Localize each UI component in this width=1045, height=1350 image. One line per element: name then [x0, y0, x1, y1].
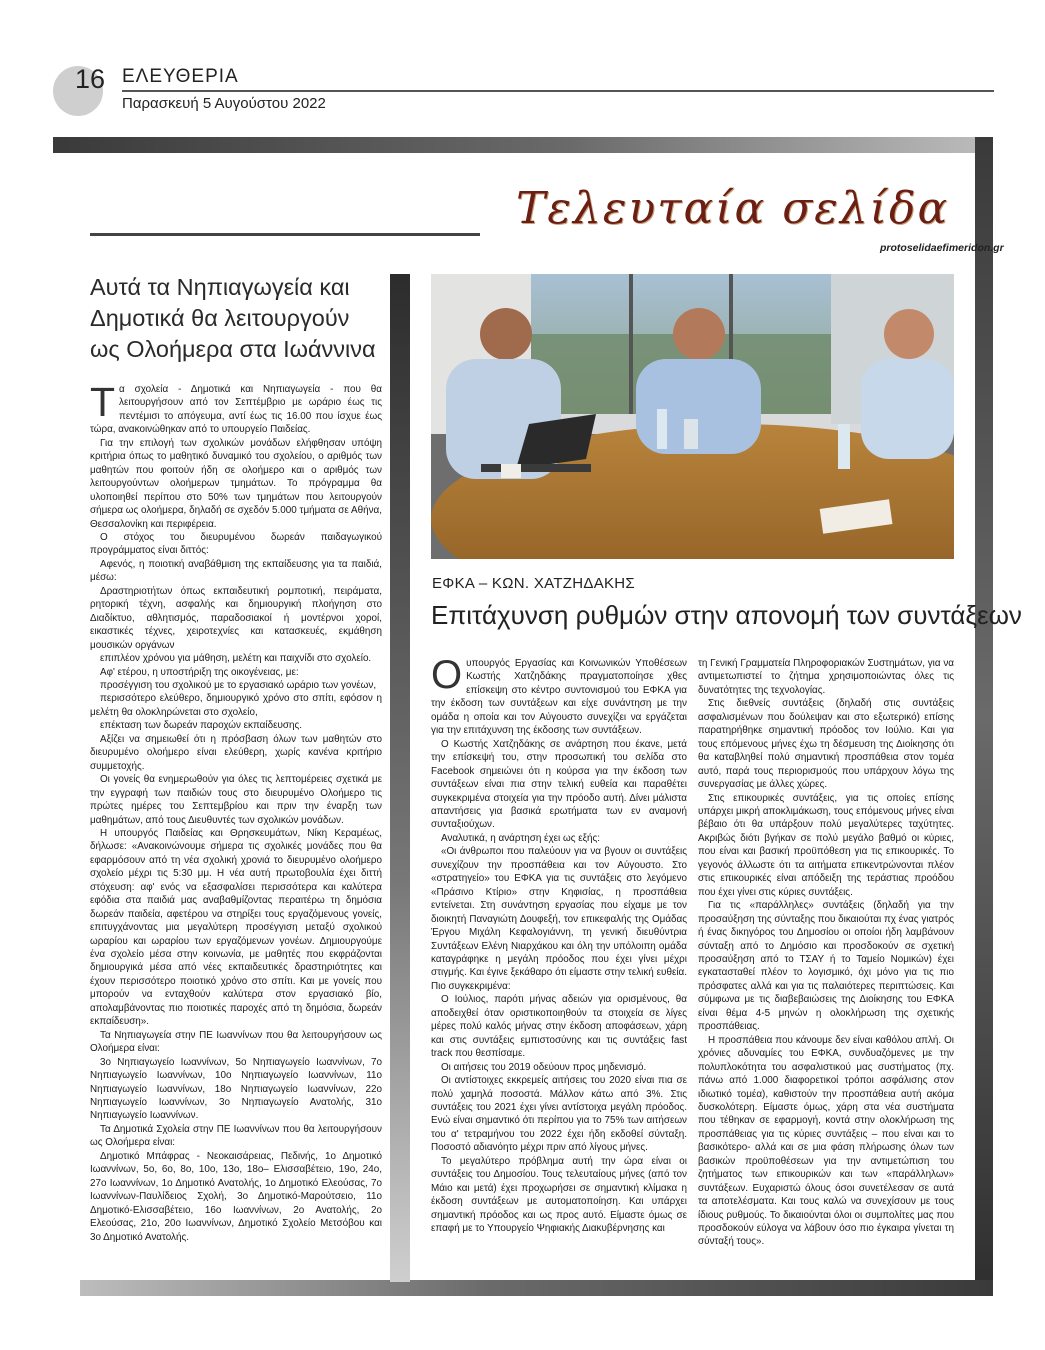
right-article-headline: Επιτάχυνση ρυθμών στην απονομή των συντάξεων [431, 600, 1022, 630]
article-paragraph: Οι αντίστοιχες εκκρεμείς αιτήσεις του 2020 είναι πια σε πολύ χαμηλά ποσοστά. Μάλλον κάτω από 3%. Στις συντάξεις του 2021 έχει γίνει αντίστοιχα μεγάλη πρόοδος. Ενώ είναι σημαντικό ότι περίπου για το 75% των αιτήσεων του α' τετραμήνου του 2022 έχει ήδη εκδοθεί σύνταξη. Ποσοστό αδιανόητο μέχρι πριν από λίγους μήνες. [431, 1075, 687, 1154]
left-article-body [90, 379, 382, 1244]
right-article-column-2 [698, 657, 954, 1249]
meeting-photo [431, 274, 954, 559]
column-separator [390, 274, 410, 1282]
newspaper-name: ΕΛΕΥΘΕΡΙΑ [122, 66, 239, 87]
article-paragraph: προσέγγιση του σχολικού με το εργασιακό ωράριο των γονέων, [100, 679, 377, 691]
left-article-headline [90, 272, 380, 365]
frame-right-bar [975, 137, 993, 1296]
frame-top-bar [53, 137, 993, 153]
drop-cap: Ο [431, 653, 463, 697]
section-title: Τελευταία σελίδα [516, 183, 950, 234]
article-paragraph: Για τις «παράλληλες» συντάξεις (δηλαδή για την προσαύξηση της σύνταξης που δικαιούται πχ ένας γιατρός ή ένας δικηγόρος του Δημοσίου οι οποίοι ήδη λαμβάνουν σύνταξη από το Δημόσιο και προσδοκούν σε σχετική προσαύξηση από το ΤΣΑΥ ή το Ταμείο Νομικών) έχει εγκατασταθεί πλέον το λογισμικό, όχι μόνο για τις πιο πρόσφατες αλλά και για τις παλαιότερες περιπτώσεις. Και σύμφωνα με τις διαβεβαιώσεις της Διοίκησης του ΕΦΚΑ είναι θέμα 4-5 μηνών η ολοκλήρωση της σχετικής προσπάθειας. [698, 900, 954, 1033]
article-paragraph: Για την επιλογή των σχολικών μονάδων ελήφθησαν υπόψη κριτήρια όπως το μαθητικό δυναμικό του σχολείου, ο αριθμός των μαθητών που φοιτούν ήδη σε ολοήμερο και ο αριθμός των λειτουργούντων ολοήμερων τμημάτων. Το πρόγραμμα θα υλοποιηθεί περίπου στο 50% των τμημάτων που λειτουργούν σήμερα ως ολοήμερα, δηλαδή σε σχεδόν 5.000 τμήματα σε Αθήνα, Θεσσαλονίκη και περιφέρεια. [90, 437, 382, 530]
banner-rule [90, 233, 480, 236]
article-paragraph: περισσότερο ελεύθερο, δημιουργικό χρόνο στο σπίτι, εφόσον η μελέτη θα ολοκληρώνεται στο σχολείο, [90, 693, 382, 718]
article-paragraph: επέκταση των δωρεάν παροχών εκπαίδευσης. [100, 720, 302, 732]
article-paragraph: Τα σχολεία - Δημοτικά και Νηπιαγωγεία - που θα λειτουργήσουν από τον Σεπτέμβριο με ωράριο έως τις πεντέμισι το απόγευμα, αντί έως τις 16.00 που ίσχυε έως τώρα, ανακοινώθηκαν από το υπουργείο Παιδείας. [90, 379, 382, 436]
article-paragraph: Οι αιτήσεις του 2019 οδεύουν προς μηδενισμό. [441, 1061, 647, 1073]
issue-date: Παρασκευή 5 Αυγούστου 2022 [122, 95, 326, 112]
article-paragraph: 3ο Νηπιαγωγείο Ιωαννίνων, 5ο Νηπιαγωγείο Ιωαννίνων, 7ο Νηπιαγωγείο Ιωαννίνων, 10ο Νηπιαγωγείο Ιωαννίνων, 11ο Νηπιαγωγείο Ιωαννίνων, 18ο Νηπιαγωγείο Ιωαννίνων, 22ο Νηπιαγωγείο Ιωαννίνων, 3ο Νηπιαγωγείο Ανατολής, 31ο Νηπιαγωγείο Ιωαννίνων. [90, 1056, 382, 1122]
article-paragraph: Ο στόχος του διευρυμένου δωρεάν παιδαγωγικού προγράμματος είναι διττός: [90, 531, 382, 557]
page-number: 16 [75, 64, 106, 94]
source-credit: protoselidaefimeridon.gr [880, 242, 1004, 254]
article-paragraph: Η προσπάθεια που κάνουμε δεν είναι καθόλου απλή. Οι χρόνιες αδυναμίες του ΕΦΚΑ, συνδυαζόμενες με την πολυπλοκότητα του ασφαλιστικού μας συστήματος (πχ. πάνω από 1.000 διαφορετικοί τρόποι ασφάλισης στον ιδιωτικό τομέα), καθιστούν την προσπάθεια αυτή ακόμα δυσκολότερη. Είμαστε όμως, χάρη στα νέα συστήματα που τέθηκαν σε εφαρμογή, κοντά στην ολοκλήρωση της προσπάθειας για τις κύριες συντάξεις – που είναι και το βασικότερο- αλλά και σε μια φάση πλήρωσης όλων των βασικών προϋποθέσεων για την αντιμετώπιση του ζητήματος των επικουρικών και των «παράλληλων» συντάξεων. Ευχαριστώ όλους όσοι συνετέλεσαν σε αυτά τα αποτελέσματα. Και τους καλώ να συνεχίσουν με τους ίδιους ρυθμούς. Το δικαιούνται όλοι οι συμπολίτες μας που προσδοκούν εύλογα να λάβουν όσο πιο έγκαιρα γίνεται τη σύνταξή τους». [698, 1034, 954, 1248]
article-paragraph: «Οι άνθρωποι που παλεύουν για να βγουν οι συντάξεις συνεχίζουν την προσπάθεια και τον Αύγουστο. Στο «στρατηγείο» του ΕΦΚΑ για τις συντάξεις στο λεγόμενο «Πράσινο Κτίριο» στην Κηφισίας, η προσπάθεια εντείνεται. Στη συνάντηση εργασίας που είχαμε με τον διοικητή Παναγιώτη Δουφεξή, τον επικεφαλής της Ομάδας Έργου Μιχάλη Κεφαλογιάννη, τη γενική διευθύντρια Συντάξεων Ελένη Νιαρχάκου και όλη την υπόλοιπη ομάδα καταγράφηκε η μεγάλη πρόοδος που έχει γίνει μέχρι στιγμής. Και έγινε ξεκάθαρο ότι είμαστε στην τελική ευθεία. Πιο συγκεκριμένα: [431, 846, 687, 992]
article-paragraph: Στις διεθνείς συντάξεις (δηλαδή στις συντάξεις ασφαλισμένων που δούλεψαν και στο εξωτερικό) επίσης παρατηρήθηκε σημαντική πρόοδος τον Ιούλιο. Και για τους επόμενους μήνες έχω τη δέσμευση της Διοίκησης ότι θα καταβληθεί πολύ σημαντική προσπάθεια στον τομέα αυτό, παρά τους περιορισμούς που υπάρχουν λόγω της συνεργασίας με άλλες χώρες. [698, 698, 954, 791]
article-paragraph: Οι γονείς θα ενημερωθούν για όλες τις λεπτομέρειες σχετικά με την εγγραφή των παιδιών τους στο διευρυμένο Ολοήμερο τις πρώτες ημέρες του Σεπτεμβρίου και πριν την έναρξη των μαθημάτων, από τους Διευθυντές των σχολικών μονάδων. [90, 774, 382, 826]
article-paragraph: Ουπουργός Εργασίας και Κοινωνικών Υποθέσεων Κωστής Χατζηδάκης πραγματοποίησε χθες επίσκεψη στο κέντρο συντονισμού του ΕΦΚΑ για την έκδοση των συντάξεων και είχε συνάντηση με την ομάδα η οποία και τον Αύγουστο συνεχίζει να εργάζεται για την επιτάχυνση της έκδοσης των συντάξεων. [431, 653, 687, 737]
article-paragraph: Ο Ιούλιος, παρότι μήνας αδειών για ορισμένους, θα αποδειχθεί όταν οριστικοποιηθούν τα στοιχεία σε λίγες μέρες πολύ καλός μήνας στην έκδοση αποφάσεων, χάρη και στις συντάξεις εμπιστοσύνης και τις συντάξεις fast track που θεσπίσαμε. [431, 994, 687, 1060]
article-paragraph: Αξίζει να σημειωθεί ότι η πρόσβαση όλων των μαθητών στο διευρυμένο ολοήμερο είναι ελεύθερη, χωρίς κανένα κριτήριο συμμετοχής. [90, 733, 382, 772]
article-paragraph: τη Γενική Γραμματεία Πληροφοριακών Συστημάτων, για να αντιμετωπιστεί το ζήτημα χρησιμοποιώντας όλες τις δυνατότητες της τεχνολογίας. [698, 658, 954, 696]
headline-line: Δημοτικά θα λειτουργούν [90, 305, 350, 331]
headline-line: ως Ολοήμερα στα Ιωάννινα [90, 336, 376, 362]
article-paragraph: Στις επικουρικές συντάξεις, για τις οποίες επίσης υπάρχει μικρή αποκλιμάκωση, τους επόμενους μήνες είναι βέβαιο ότι θα υπάρξουν πολύ μεγαλύτερες ταχύτητες. Ακριβώς διότι βγήκαν σε πολύ μεγάλο βαθμό οι κύριες, που είναι και βασική προϋπόθεση για τις επικουρικές. Το γεγονός άλλωστε ότι τα αιτήματα επικεντρώνονται πλέον στις επικουρικές είναι απόδειξη της τεράστιας προόδου που έχει γίνει στις κύριες συντάξεις. [698, 792, 954, 898]
article-paragraph: Αφενός, η ποιοτική αναβάθμιση της εκπαίδευσης για τα παιδιά, μέσω: [90, 558, 382, 584]
article-paragraph: επιπλέον χρόνου για μάθηση, μελέτη και παιχνίδι στο σχολείο. [100, 653, 372, 665]
article-paragraph: Τα Νηπιαγωγεία στην ΠΕ Ιωαννίνων που θα λειτουργήσουν ως Ολοήμερα είναι: [90, 1029, 382, 1055]
drop-cap: Τ [90, 379, 116, 425]
frame-bottom-bar [80, 1280, 993, 1296]
article-paragraph: Η υπουργός Παιδείας και Θρησκευμάτων, Νίκη Κεραμέως, δήλωσε: «Ανακοινώνουμε σήμερα τις σχολικές μονάδες που θα εφαρμόσουν από τη νέα σχολική χρονιά το διευρυμένο ολοήμερο σχολείο μέχρι τις 5:30 μμ. Η νέα αυτή πρωτοβουλία έχει διττή στόχευση: αφ' ενός να εξασφαλίσει περισσότερα και καλύτερα εφόδια στα παιδιά μας αναβαθμίζοντας περαιτέρω τη δημόσια δωρεάν παιδεία, αφετέρου να στηρίξει τους εργαζόμενους γονείς, επιτυγχάνοντας μια μεγαλύτερη προσέγγιση μεταξύ σχολικού ωραρίου και ωραρίου των εργαζόμενων γονέων. Δημιουργούμε ένα σχολείο μέσα στην κοινωνία, με μαθητές που εκφράζονται δημιουργικά μέσα από νέες εκπαιδευτικές δραστηριότητες και έχουν περισσότερο ποιοτικό χρόνο στο σπίτι. Και με γονείς που μπορούν να ενταχθούν καλύτερα στον εργασιακό βίο, απολαμβάνοντας πιο ποιοτικές παροχές από τη δημόσια, δωρεάν εκπαίδευση». [90, 827, 382, 1028]
article-kicker: ΕΦΚΑ – ΚΩΝ. ΧΑΤΖΗΔΑΚΗΣ [432, 575, 636, 592]
header-rule [122, 90, 994, 92]
headline-line: Αυτά τα Νηπιαγωγεία και [90, 274, 350, 300]
article-paragraph: Δραστηριοτήτων όπως εκπαιδευτική ρομποτική, πειράματα, ρητορική τέχνη, ασφαλής και δημιουργική πλοήγηση στο Διαδίκτυο, αθλητισμός, παραδοσιακοί ή μοντέρνοι χοροί, εικαστικές τέχνες, χειροτεχνίες και κατασκευές, εκμάθηση μουσικών οργάνων [90, 585, 382, 651]
right-article-column-1 [431, 653, 687, 1235]
article-paragraph: Το μεγαλύτερο πρόβλημα αυτή την ώρα είναι οι συντάξεις του Δημοσίου. Τους τελευταίους μήνες (από τον Μάιο και μετά) έχει προχωρήσει σε σημαντική κλίμακα η έκδοση συντάξεων με αυτοματοποίηση. Και υπάρχει σημαντική πρόοδος και ως προς αυτό. Είμαστε όμως σε επαφή με το Υπουργείο Ψηφιακής Διακυβέρνησης και [431, 1155, 687, 1235]
article-paragraph: Δημοτικό Μπάφρας - Νεοκαισάρειας, Πεδινής, 1ο Δημοτικό Ιωαννίνων, 5ο, 6ο, 8ο, 10ο, 13ο, 18ο– Ελισσαβέτειο, 19ο, 24ο, 27ο Ιωαννίνων, 1ο Δημοτικό Ανατολής, 1ο Δημοτικό Ελεούσας, 7ο Ιωαννίνων-Παυλίδειος Σχολή, 3ο Δημοτικό-Μαρούτσειο, 11ο Δημοτικό-Ελισσαβέτειο, 16ο Ιωαννίνων, 2ο Ανατολής, 2ο Ελεούσας, 21ο, 20ο Ιωαννίνων, Δημοτικό Σχολείο Μετσόβου και 3ο Δημοτικό Ανατολής. [90, 1150, 382, 1243]
article-paragraph: Αφ' ετέρου, η υποστήριξη της οικογένειας, με: [100, 666, 299, 678]
article-paragraph: Τα Δημοτικά Σχολεία στην ΠΕ Ιωαννίνων που θα λειτουργήσουν ως Ολοήμερα είναι: [90, 1123, 382, 1149]
article-paragraph: Αναλυτικά, η ανάρτηση έχει ως εξής: [441, 832, 601, 844]
article-paragraph: Ο Κωστής Χατζηδάκης σε ανάρτηση που έκανε, μετά την επίσκεψή του, στην προσωπική του σελίδα στο Facebook σημειώνει ότι η κούρσα για την έκδοση των συντάξεων είναι πια στην τελική ευθεία και παραθέτει συγκεκριμένα στοιχεία για την πρόοδο αυτή. Δίνει μάλιστα απαντήσεις για βασικά ερωτήματα των εν αναμονή συνταξιούχων. [431, 738, 687, 831]
